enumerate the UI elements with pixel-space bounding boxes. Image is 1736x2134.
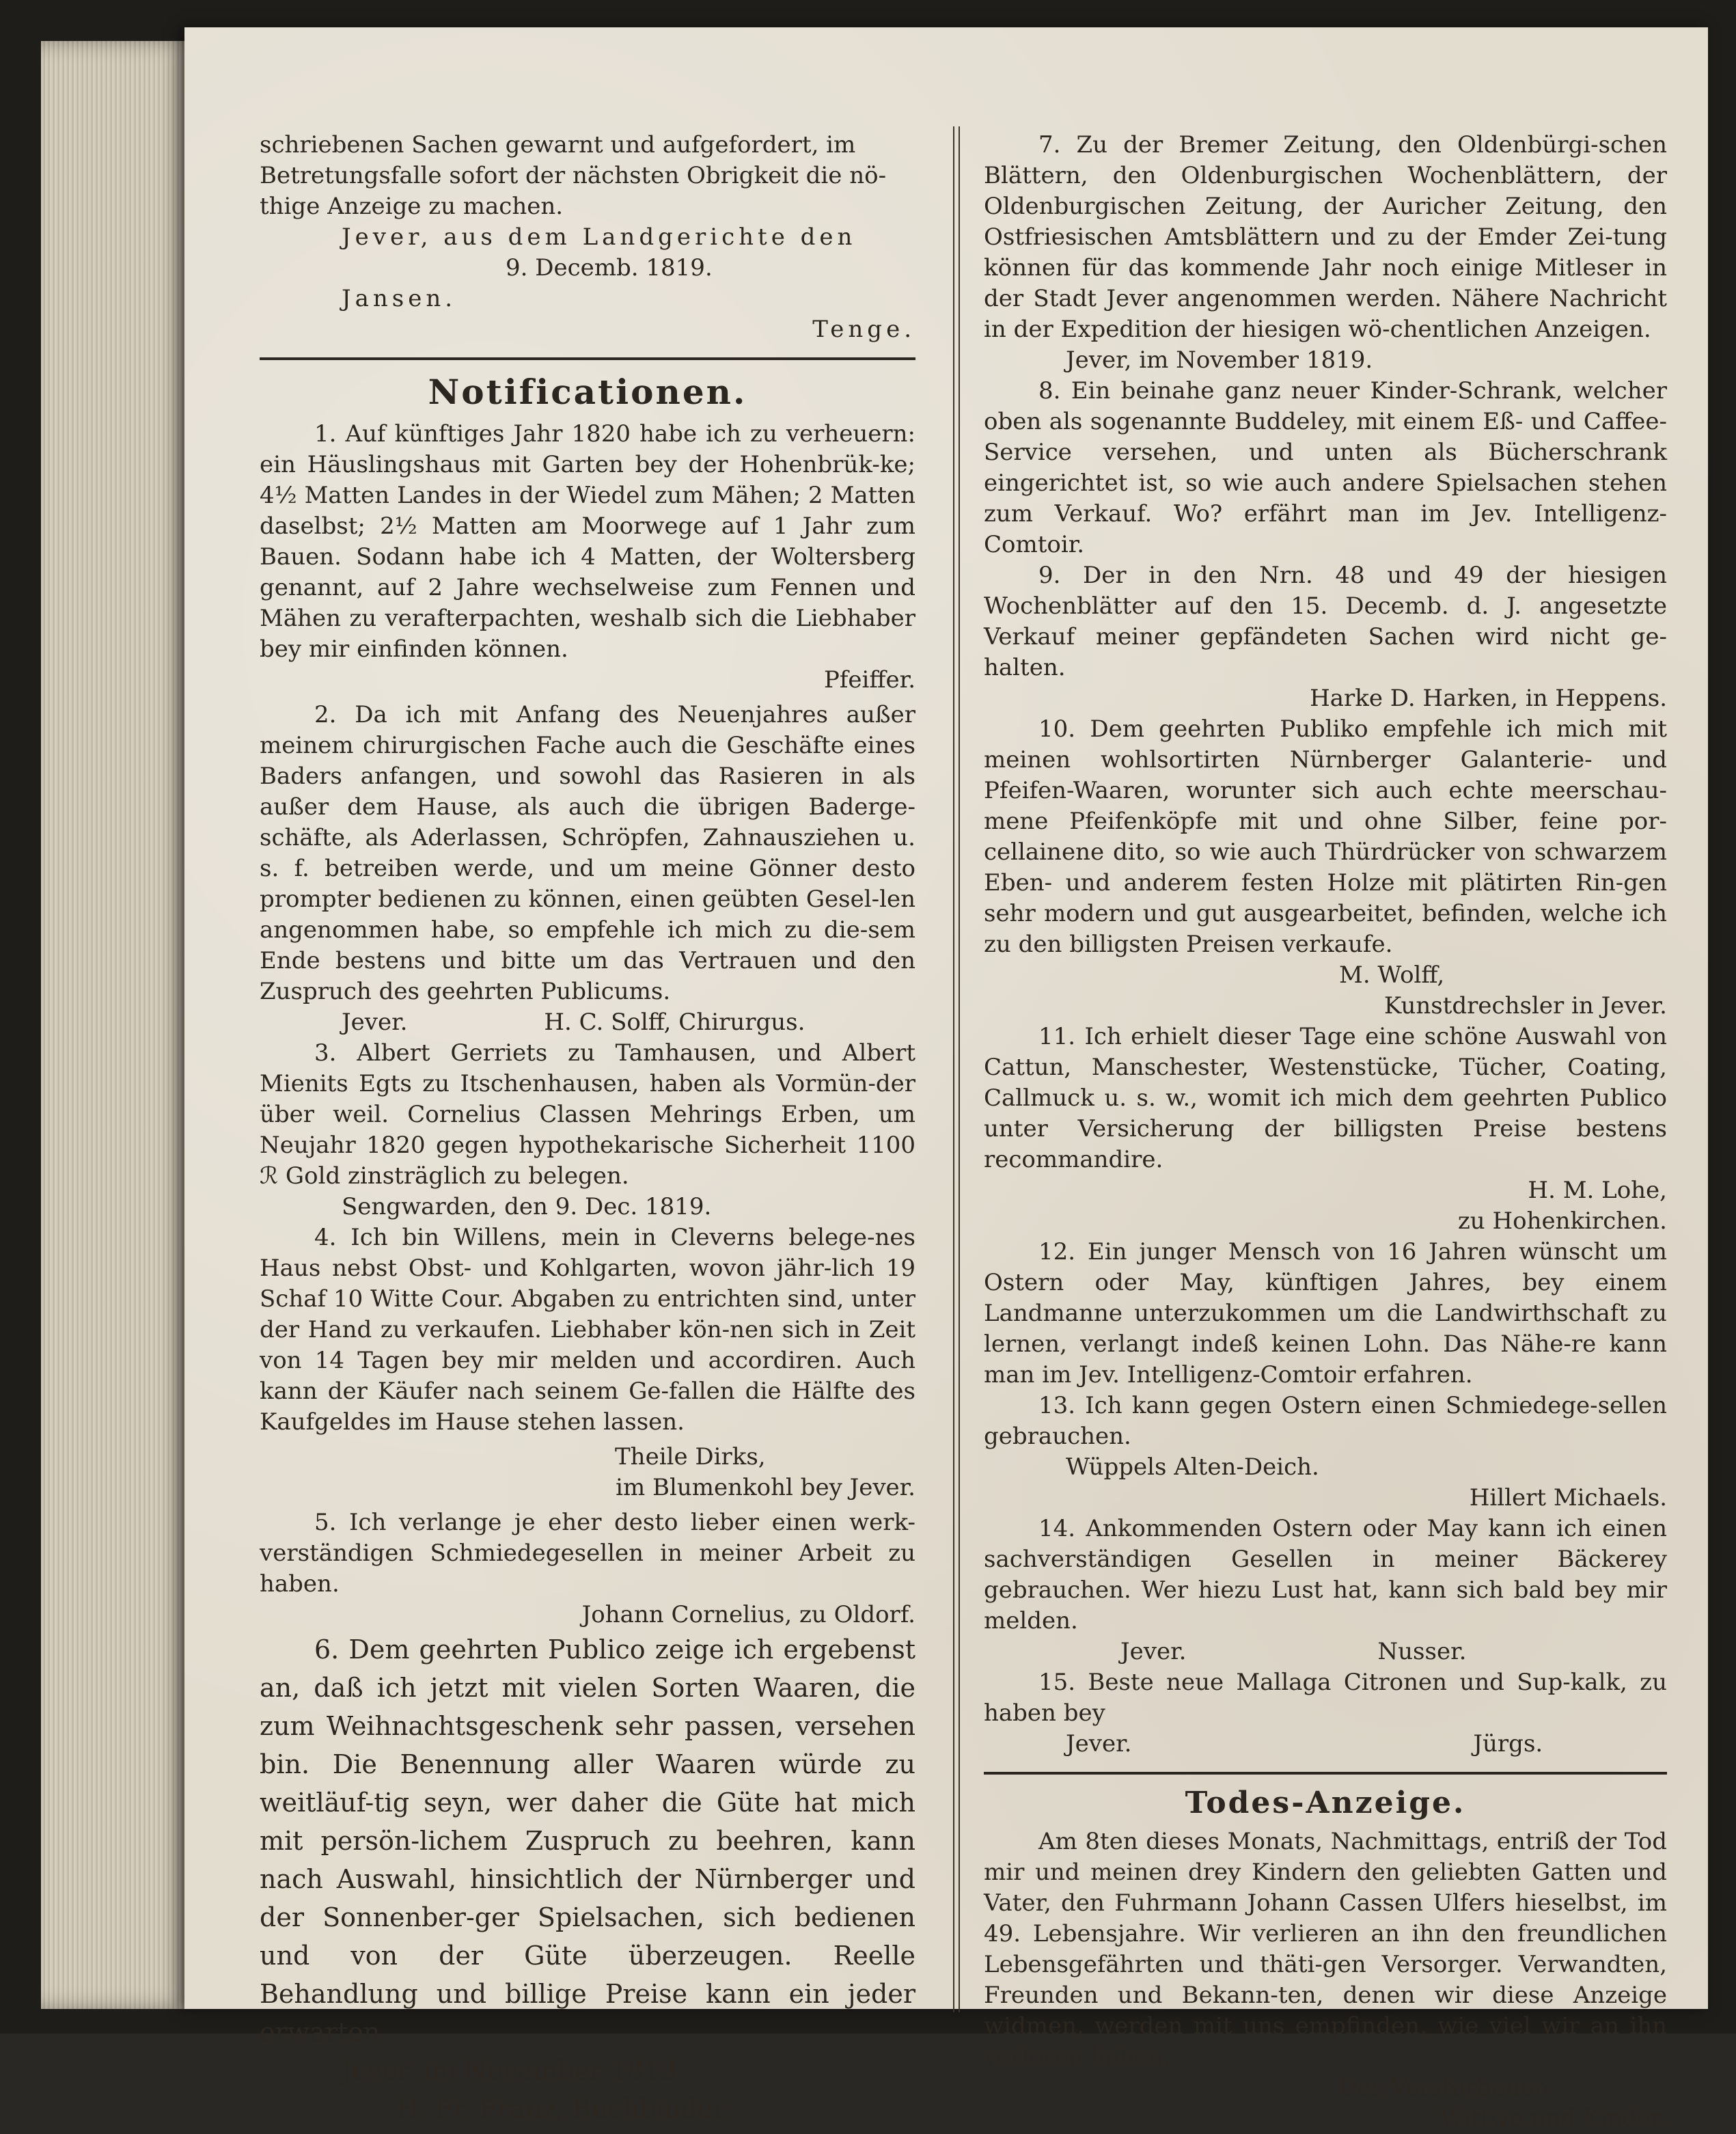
notice-4-signature: im Blumenkohl bey Jever. bbox=[616, 1474, 915, 1501]
death-notice-signature: Des Verstorbenen bbox=[1339, 2074, 1549, 2101]
notice-4: 4. Ich bin Willens, mein in Cleverns belege-nes Haus nebst Obst- und Kohlgarten, wovon jähr-lich 19 Schaf 10 Witte Cour. Abgaben zu entrichten sind, unter der Hand zu verkaufen. Liebhaber kön-nen sich in Zeit von 14 Tagen bey mir melden und accordiren. Auch kann der Käufer nach seinem Ge-fallen die Hälfte des Kaufgeldes im Hause stehen lassen. bbox=[260, 1224, 915, 1436]
notice-2-place: Jever. H. C. Solff, Chirurgus. bbox=[342, 1009, 805, 1036]
notice-15: 15. Beste neue Mallaga Citronen und Sup-kalk, zu haben bey bbox=[984, 1669, 1667, 1727]
intro-signature: Jansen. bbox=[342, 285, 457, 312]
intro-line: Betretungsfalle sofort der nächsten Obrigkeit die nö- bbox=[260, 162, 887, 189]
notice-10: 10. Dem geehrten Publiko empfehle ich mich mit meinen wohlsortirten Nürnberger Galanterie- und Pfeifen-Waaren, worunter sich auch echte meerschau-mene Pfeifenköpfe mit und ohne Silber, feine por-cellainene dito, so wie auch Thürdrücker von schwarzem Eben- und anderem festen Holze mit plätirten Rin-gen sehr modern und gut ausgearbeitet, befinden, welche ich zu den billigsten Preisen verkaufe. bbox=[984, 715, 1667, 958]
death-notice: Am 8ten dieses Monats, Nachmittags, entriß der Tod mir und meinen drey Kindern den geliebten Gatten und Vater, den Fuhrmann Johann Cassen Ulfers hieselbst, im 49. Lebensjahre. Wir verlieren an ihn den freundlichen Lebensgefährten und thäti-gen Versorger. Verwandten, Freunden und Bekann-ten, denen wir diese Anzeige widmen, werden mit uns empfinden, wie viel wir an ihn verloren haben. bbox=[984, 1828, 1667, 2070]
notice-5-signature: Johann Cornelius, zu Oldorf. bbox=[581, 1601, 915, 1628]
notice-7-place: Jever, im November 1819. bbox=[1066, 346, 1373, 374]
notice-14-place: Jever. Nusser. bbox=[1120, 1638, 1467, 1665]
notice-15-place: Jever. Jürgs. bbox=[1066, 1730, 1543, 1757]
intro-line: thige Anzeige zu machen. bbox=[260, 193, 564, 220]
death-notice-heading: Todes-Anzeige. bbox=[1185, 1786, 1466, 1820]
notice-3-place: Sengwarden, den 9. Dec. 1819. bbox=[342, 1193, 712, 1220]
notice-6: 6. Dem geehrten Publico zeige ich ergebenst an, daß ich jetzt mit vielen Sorten Waaren, die zum Weihnachtsgeschenk sehr passen, versehen bin. Die Benennung aller Waaren würde zu weitläuf-tig seyn, wer daher die Güte hat mich mit persön-lichem Zuspruch zu beehren, kann nach Auswahl, hinsichtlich der Nürnberger und der Sonnenber-ger Spielsachen, sich bedienen und von der Güte überzeugen. Reelle Behandlung und billige Preise kann ein jeder erwarten bbox=[260, 1634, 915, 2047]
section-rule bbox=[260, 357, 915, 360]
section-rule bbox=[984, 1772, 1667, 1775]
notice-11: 11. Ich erhielt dieser Tage eine schöne Auswahl von Cattun, Manschester, Westenstücke, Tücher, Coating, Callmuck u. s. w., womit ich mich dem geehrten Publico unter Versicherung der billigsten Preise bestens recommandire. bbox=[984, 1023, 1667, 1173]
notice-11-signature: zu Hohenkirchen. bbox=[1457, 1207, 1667, 1235]
intro-line: schriebenen Sachen gewarnt und aufgefordert, im bbox=[260, 131, 856, 159]
notice-10-signature: M. Wolff, bbox=[1339, 961, 1445, 989]
notice-12: 12. Ein junger Mensch von 16 Jahren wünscht um Ostern oder May, künftigen Jahres, bey einem Landmanne unterzukommen um die Landwirthschaft zu lernen, verlangt indeß keinen Lohn. Das Nähe-re kann man im Jev. Intelligenz-Comtoir erfahren. bbox=[984, 1238, 1667, 1389]
column-divider bbox=[953, 126, 960, 2012]
book-page-edges bbox=[41, 41, 191, 2009]
death-notice-signature: Wittwe und Kinder. bbox=[1439, 2105, 1667, 2132]
notice-9-signature: Harke D. Harken, in Heppens. bbox=[1310, 685, 1667, 712]
notice-9: 9. Der in den Nrn. 48 und 49 der hiesigen Wochenblätter auf den 15. Decemb. d. J. angesetzte Verkauf meiner gepfändeten Sachen wird nicht ge-halten. bbox=[984, 562, 1667, 681]
notice-13: 13. Ich kann gegen Ostern einen Schmiedege-sellen gebrauchen. bbox=[984, 1392, 1667, 1450]
notice-13-signature: Hillert Michaels. bbox=[1469, 1484, 1667, 1511]
notice-3: 3. Albert Gerriets zu Tamhausen, und Albert Mienits Egts zu Itschenhausen, haben als Vormün-der über weil. Cornelius Classen Mehrings Erben, um Neujahr 1820 gegen hypothekarische Sicherheit 1100 ℛ Gold zinsträglich zu belegen. bbox=[260, 1039, 915, 1190]
notice-6-place: Jever. im November 1819. bbox=[342, 2055, 685, 2085]
right-column bbox=[984, 130, 1667, 2134]
intro-place: Jever, aus dem Landgerichte den bbox=[342, 223, 857, 251]
notice-1: 1. Auf künftiges Jahr 1820 habe ich zu verheuern: ein Häuslingshaus mit Garten bey der Hohenbrük-ke; 4½ Matten Landes in der Wiedel zum Mähen; 2 Matten daselbst; 2½ Matten am Moorwege auf 1 Jahr zum Bauen. Sodann habe ich 4 Matten, der Woltersberg genannt, auf 2 Jahre wechselweise zum Fennen und Mähen zu verafterpachten, weshalb sich die Liebhaber bey mir einfinden können. bbox=[260, 420, 915, 663]
notice-7: 7. Zu der Bremer Zeitung, den Oldenbürgi-schen Blättern, den Oldenburgischen Wochenblättern, der Oldenburgischen Zeitung, der Auricher Zeitung, den Ostfriesischen Amtsblättern und zu der Emder Zei-tung können für das kommende Jahr noch einige Mitleser in der Stadt Jever angenommen werden. Nähere Nachricht in der Expedition der hiesigen wö-chentlichen Anzeigen. bbox=[984, 131, 1667, 343]
intro-date: 9. Decemb. 1819. bbox=[506, 254, 713, 282]
notice-14: 14. Ankommenden Ostern oder May kann ich einen sachverständigen Gesellen in meiner Bäckerey gebrauchen. Wer hiezu Lust hat, kann sich bald bey mir melden. bbox=[984, 1515, 1667, 1634]
notice-2: 2. Da ich mit Anfang des Neuenjahres außer meinem chirurgischen Fache auch die Geschäfte eines Baders anfangen, und sowohl das Rasieren in als außer dem Hause, als auch die übrigen Baderge-schäfte, als Aderlassen, Schröpfen, Zahnausziehen u. s. f. betreiben werde, und um meine Gönner desto prompter bedienen zu können, einen geübten Gesel-len angenommen habe, so empfehle ich mich zu die-sem Ende bestens und bitte um das Vertrauen und den Zuspruch des geehrten Publicums. bbox=[260, 701, 915, 1005]
notice-8: 8. Ein beinahe ganz neuer Kinder-Schrank, welcher oben als sogenannte Buddeley, mit einem Eß- und Caffee-Service versehen, und unten als Bücherschrank eingerichtet ist, so wie auch andere Spielsachen stehen zum Verkauf. Wo? erfährt man im Jev. Intelligenz-Comtoir. bbox=[984, 377, 1667, 558]
notice-10-signature: Kunstdrechsler in Jever. bbox=[1383, 992, 1667, 1020]
intro-signature: Tenge. bbox=[812, 316, 915, 343]
notice-1-signature: Pfeiffer. bbox=[823, 666, 915, 694]
notice-13-place: Wüppels Alten-Deich. bbox=[1066, 1453, 1319, 1481]
notice-6-signature: H. Fr. Franz, Buchbinder. bbox=[396, 2094, 731, 2124]
notice-5: 5. Ich verlange je eher desto lieber einen werk-verständigen Schmiedegesellen in meiner Arbeit zu haben. bbox=[260, 1509, 915, 1598]
notice-4-signature: Theile Dirks, bbox=[615, 1443, 766, 1470]
newspaper-page bbox=[184, 27, 1708, 2132]
section-heading: Notificationen. bbox=[428, 372, 747, 412]
notice-11-signature: H. M. Lohe, bbox=[1528, 1177, 1667, 1204]
left-column bbox=[260, 130, 915, 2128]
